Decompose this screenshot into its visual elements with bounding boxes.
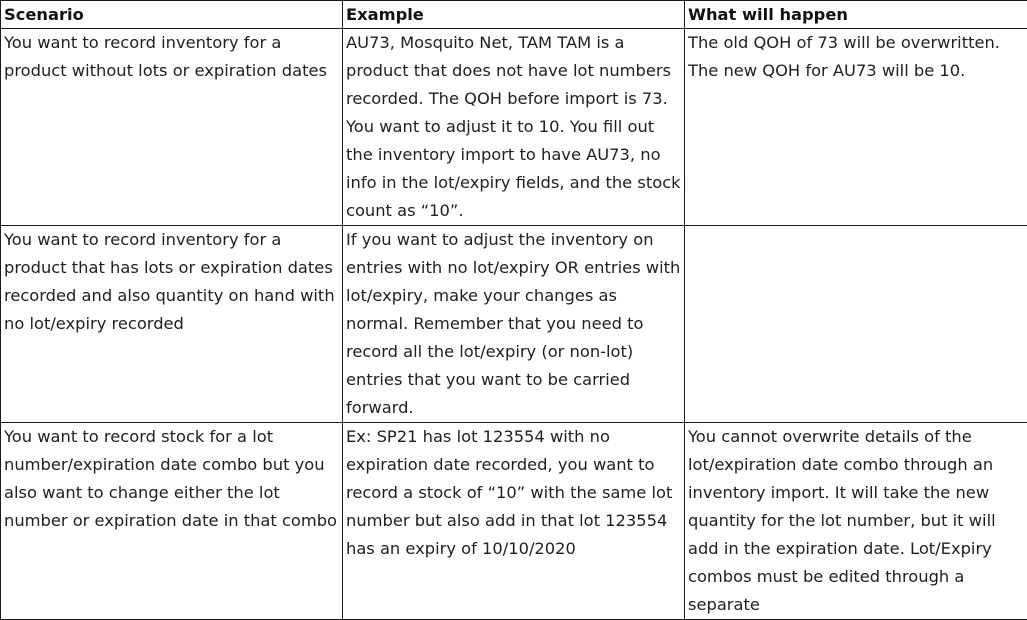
result-cell [685, 29, 1027, 226]
scenario-text: You want to record inventory for a product without lots or expiration dates [4, 29, 340, 85]
example-cell [343, 423, 685, 620]
header-scenario: Scenario [1, 1, 343, 29]
scenario-cell [1, 226, 343, 423]
header-row [1, 1, 1027, 29]
header-what-will-happen: What will happen [685, 1, 1027, 29]
example-text: If you want to adjust the inventory on entries with no lot/expiry OR entries with lot/expiry, make your changes as normal. Remember that you need to record all the lot/expiry (or non-lot) entries that you want to be carried forward. [346, 226, 682, 422]
header-example: Example [343, 1, 685, 29]
example-text: AU73, Mosquito Net, TAM TAM is a product that does not have lot numbers recorded. The QOH before import is 73. You want to adjust it to 10. You fill out the inventory import to have AU73, no info in the lot/expiry fields, and the stock count as “10”. [346, 29, 682, 225]
result-text: The old QOH of 73 will be overwritten. The new QOH for AU73 will be 10. [688, 29, 1025, 85]
result-cell [685, 423, 1027, 620]
example-cell [343, 29, 685, 226]
result-text: You cannot overwrite details of the lot/expiration date combo through an inventory import. It will take the new quantity for the lot number, but it will add in the expiration date. Lot/Expiry combos must be edited through a separate [688, 423, 1025, 619]
table-header [1, 1, 1027, 29]
table-row [1, 29, 1027, 226]
table-row [1, 423, 1027, 620]
scenario-text: You want to record stock for a lot number/expiration date combo but you also want to change either the lot number or expiration date in that combo [4, 423, 340, 535]
example-text: Ex: SP21 has lot 123554 with no expiration date recorded, you want to record a stock of “10” with the same lot number but also add in that lot 123554 has an expiry of 10/10/2020 [346, 423, 682, 563]
table-body [1, 29, 1027, 620]
scenario-text: You want to record inventory for a product that has lots or expiration dates recorded and also quantity on hand with no lot/expiry recorded [4, 226, 340, 338]
table-row [1, 226, 1027, 423]
scenario-cell [1, 29, 343, 226]
scenario-cell [1, 423, 343, 620]
example-cell [343, 226, 685, 423]
result-cell [685, 226, 1027, 423]
